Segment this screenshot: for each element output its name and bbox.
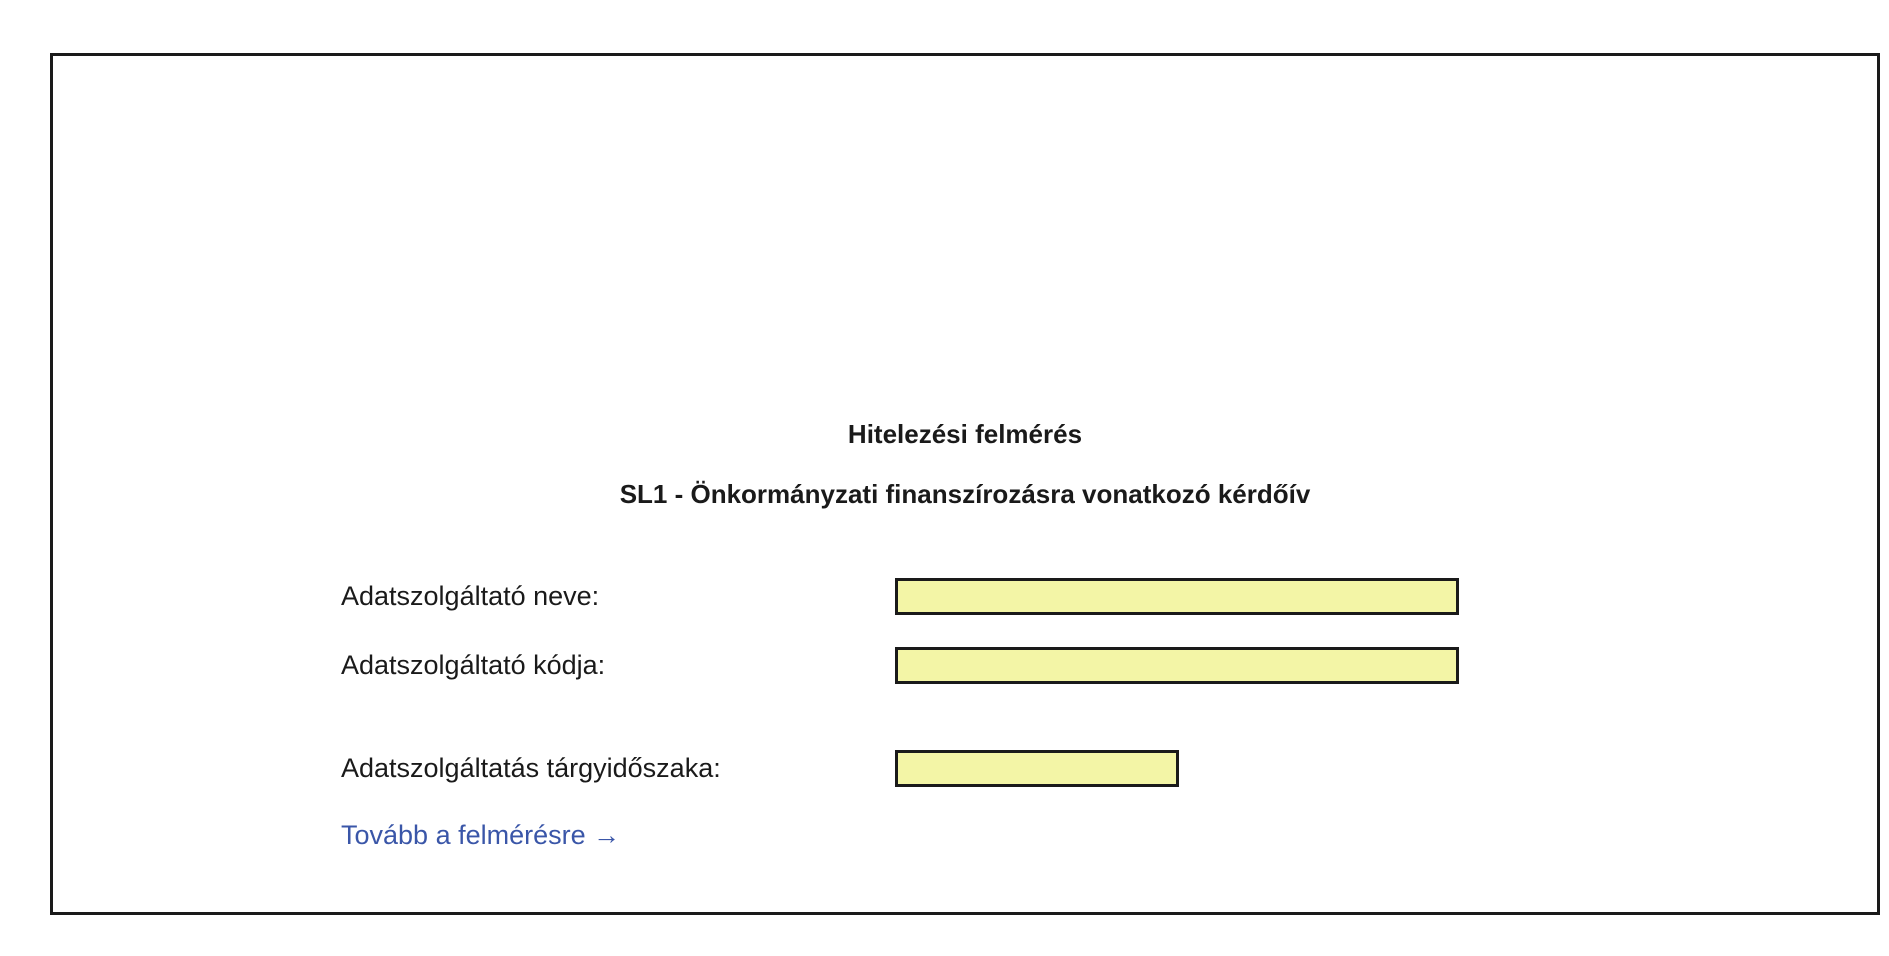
page-title: Hitelezési felmérés — [847, 419, 1083, 449]
continue-to-survey-link[interactable]: Tovább a felmérésre → — [341, 820, 621, 850]
provider-name-field[interactable] — [895, 578, 1459, 615]
survey-frame — [50, 53, 1880, 915]
provider-code-label: Adatszolgáltató kódja: — [341, 650, 606, 680]
page-subtitle: SL1 - Önkormányzati finanszírozásra vonatkozó kérdőív — [619, 479, 1311, 509]
provider-name-label: Adatszolgáltató neve: — [341, 581, 600, 611]
provider-code-field[interactable] — [895, 647, 1459, 684]
reporting-period-label: Adatszolgáltatás tárgyidőszaka: — [341, 753, 721, 783]
reporting-period-field[interactable] — [895, 750, 1179, 787]
